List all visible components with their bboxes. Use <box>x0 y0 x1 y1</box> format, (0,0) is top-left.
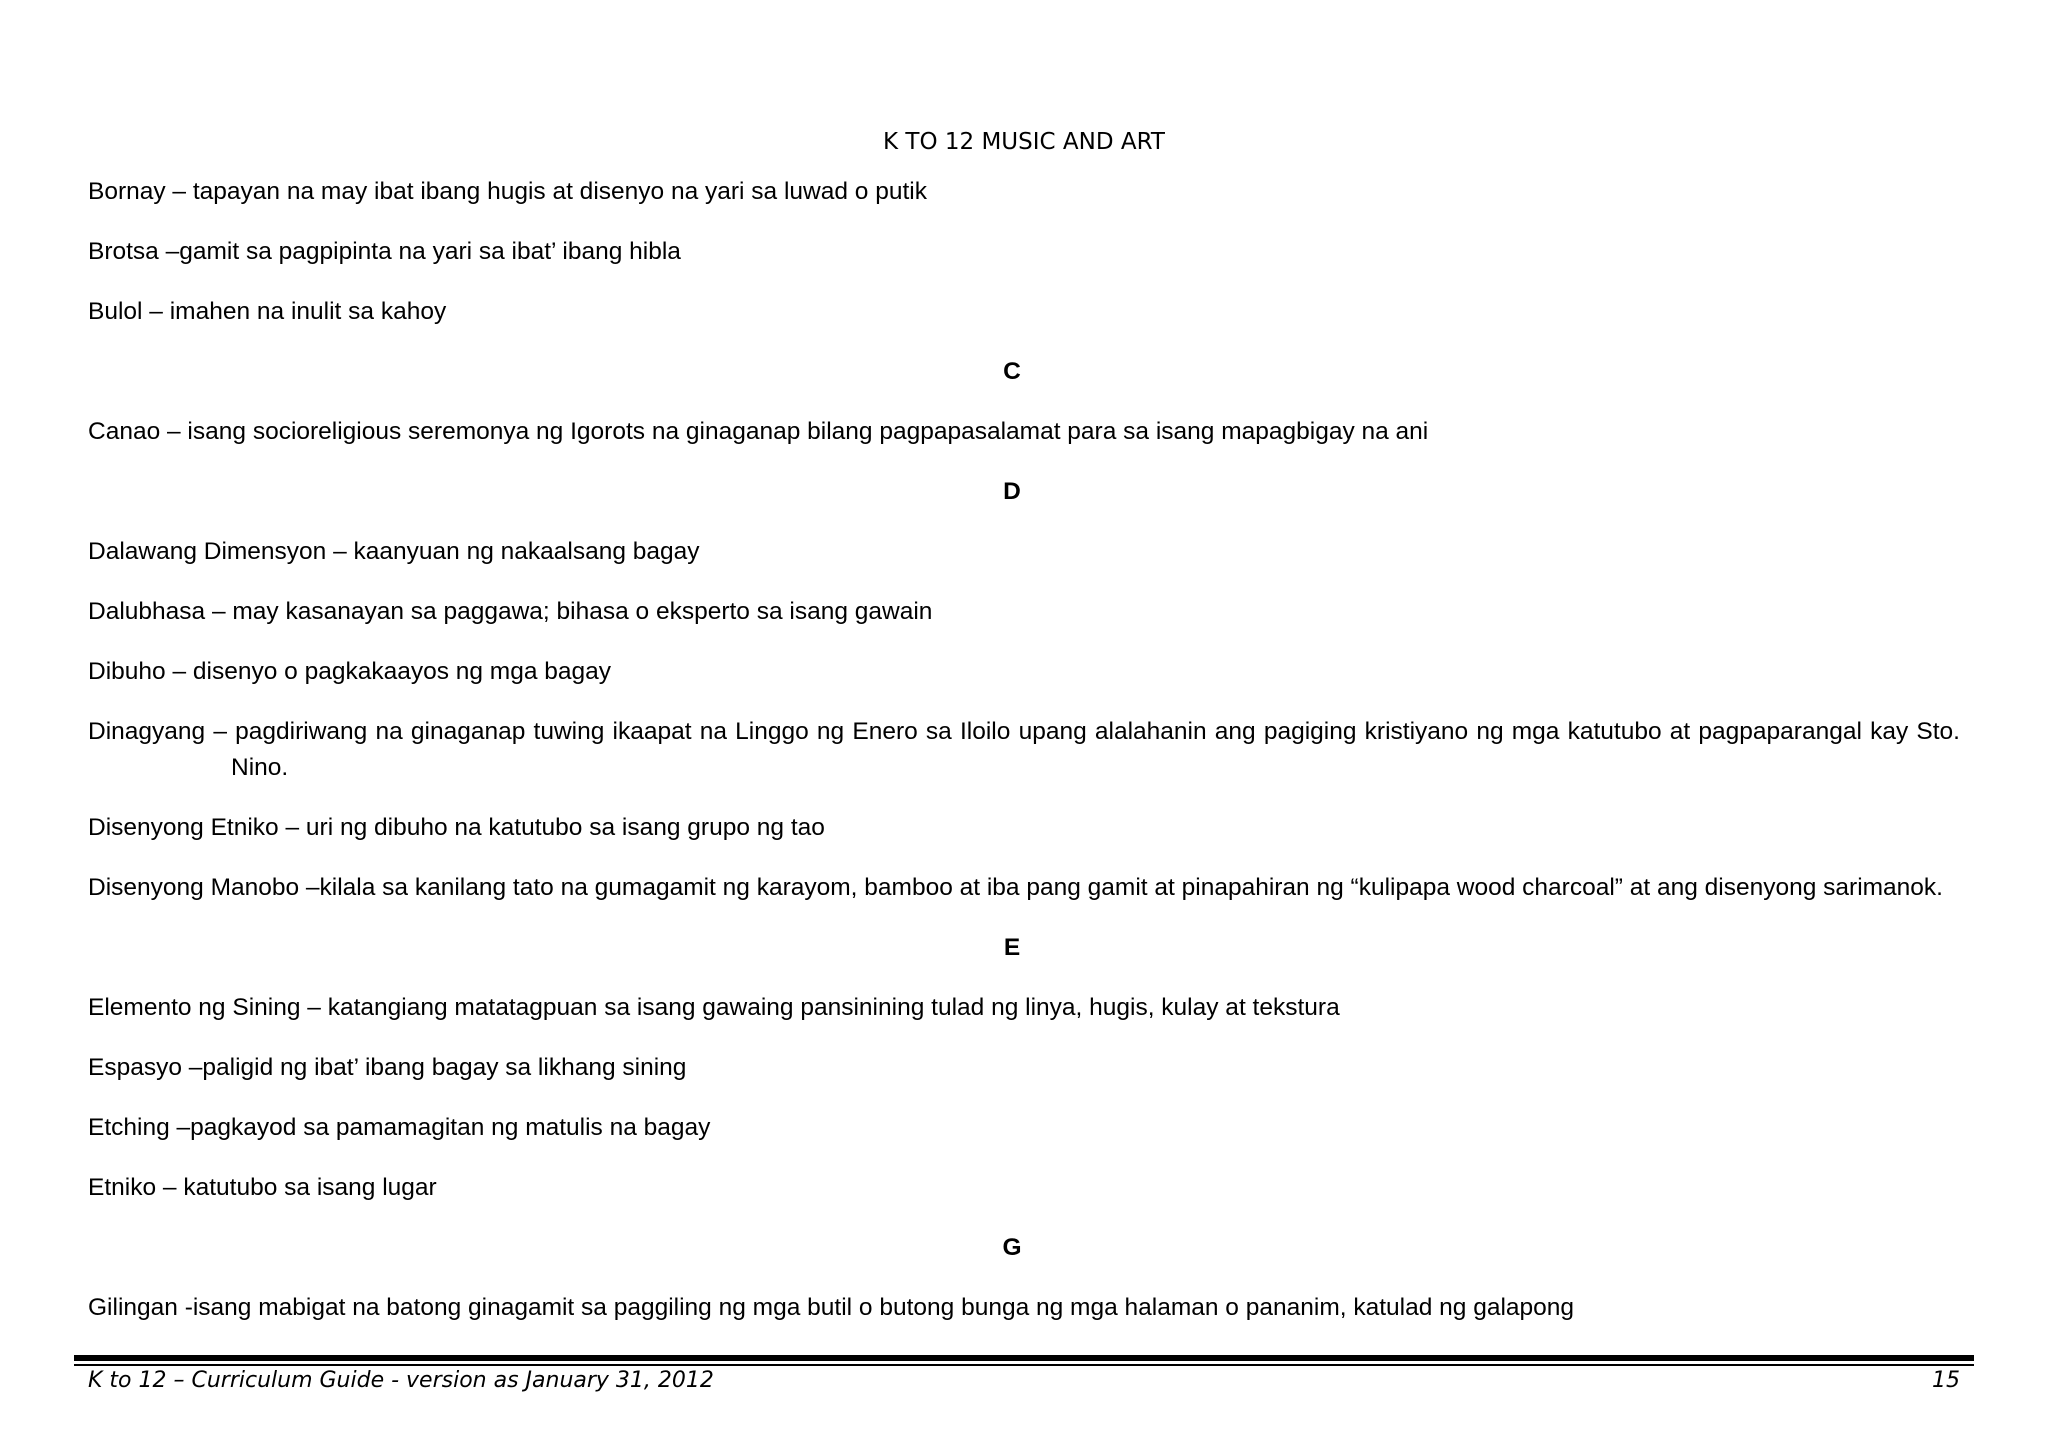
section-letter-g: G <box>1002 1234 1022 1261</box>
section-letter-e: E <box>1003 934 1021 961</box>
glossary-entry-etniko: Etniko – katutubo sa isang lugar <box>88 1174 437 1201</box>
footer-document-version: K to 12 – Curriculum Guide - version as January 31, 2012 <box>88 1368 714 1393</box>
glossary-content <box>88 174 1960 1350</box>
glossary-entry-bulol: Bulol – imahen na inulit sa kahoy <box>88 298 447 325</box>
section-letter-c: C <box>1003 358 1021 385</box>
glossary-entry-disenyong-etniko: Disenyong Etniko – uri ng dibuho na katutubo sa isang grupo ng tao <box>88 814 825 841</box>
glossary-entry-brotsa: Brotsa –gamit sa pagpipinta na yari sa ibat’ ibang hibla <box>88 238 681 265</box>
footer-divider-thick <box>74 1355 1974 1361</box>
glossary-entry-dinagyang: Dinagyang – pagdiriwang na ginaganap tuwing ikaapat na Linggo ng Enero sa Iloilo upang alalahanin ang pagiging kristiyano ng mga katutubo at pagpaparangal kay Sto. Nino. <box>88 718 1960 781</box>
glossary-entry-elemento-ng-sining: Elemento ng Sining – katangiang matatagpuan sa isang gawaing pansinining tulad ng linya, hugis, kulay at tekstura <box>88 994 1340 1021</box>
footer-page-number: 15 <box>1932 1368 1960 1393</box>
glossary-entry-dibuho: Dibuho – disenyo o pagkakaayos ng mga bagay <box>88 658 612 685</box>
glossary-entry-bornay: Bornay – tapayan na may ibat ibang hugis at disenyo na yari sa luwad o putik <box>88 178 927 205</box>
glossary-entry-disenyong-manobo: Disenyong Manobo –kilala sa kanilang tato na gumagamit ng karayom, bamboo at iba pang gamit at pinapahiran ng “kulipapa wood charcoal” at ang disenyong sarimanok. <box>88 874 1943 901</box>
glossary-entry-etching: Etching –pagkayod sa pamamagitan ng matulis na bagay <box>88 1114 711 1141</box>
glossary-entry-dalubhasa: Dalubhasa – may kasanayan sa paggawa; bihasa o eksperto sa isang gawain <box>88 598 933 625</box>
glossary-entry-dalawang-dimensyon: Dalawang Dimensyon – kaanyuan ng nakaalsang bagay <box>88 538 700 565</box>
section-letter-d: D <box>1003 478 1021 505</box>
glossary-entry-canao: Canao – isang socioreligious seremonya ng Igorots na ginaganap bilang pagpapasalamat para sa isang mapagbigay na ani <box>88 418 1429 445</box>
glossary-entry-gilingan: Gilingan -isang mabigat na batong ginagamit sa paggiling ng mga butil o butong bunga ng mga halaman o pananim, katulad ng galapong <box>88 1294 1575 1321</box>
glossary-entry-espasyo: Espasyo –paligid ng ibat’ ibang bagay sa likhang sining <box>88 1054 687 1081</box>
page-header-title: K TO 12 MUSIC AND ART <box>883 129 1165 155</box>
